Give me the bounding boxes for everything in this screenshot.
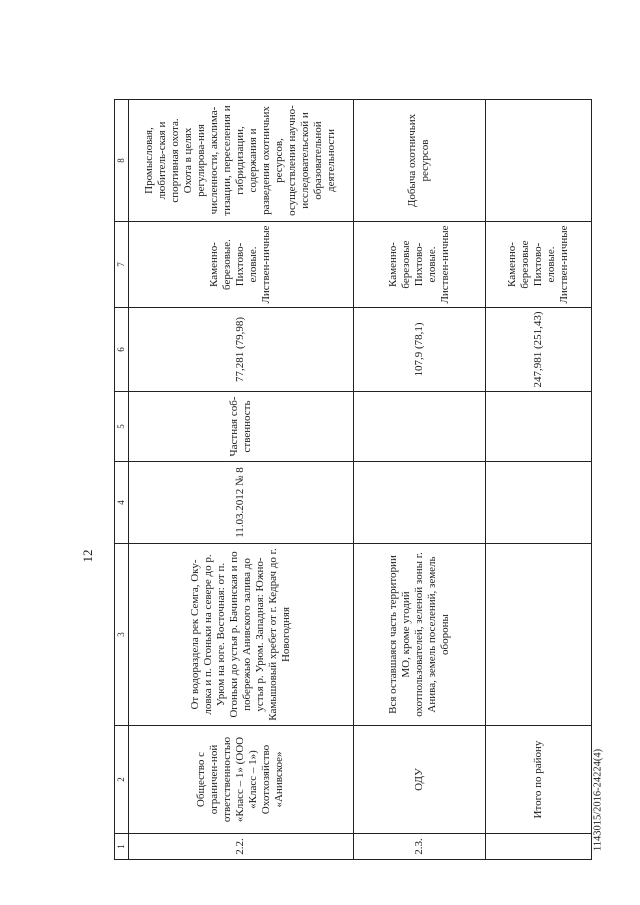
purpose-cell: Добыча охотничьих ресурсов [353, 100, 486, 222]
date-cell: 11.03.2012 № 8 [128, 462, 353, 544]
forest-cell: Каменно-березовые Пихтово-еловые. Листвен-ничные [486, 222, 592, 308]
col-number: 7 [115, 222, 129, 308]
area-cell: 77,281 (79,98) [128, 308, 353, 392]
ownership-cell: Частная соб-ственность [128, 392, 353, 462]
forest-cell: Каменно-березовые. Пихтово-еловые. Листвен-ничные [128, 222, 353, 308]
forest-cell: Каменно-березовые Пихтово-еловые. Листвен-ничные [353, 222, 486, 308]
row-number [486, 834, 592, 860]
boundaries-cell: От водораздела рек Семга, Оку-ловка и п. Огоньки на севере до р. Урюм на юге. Восточная: от п. Огоньки до устья р. Бачинская и по побережью Анивского залива до устья р. Урюм. Западная: Южно-Камышовый хребет от г. Кедрач до г. Новогодняя [128, 544, 353, 726]
row-number: 2.3. [353, 834, 486, 860]
table-row [353, 100, 486, 860]
hunting-grounds-table [114, 99, 592, 860]
ownership-cell [353, 392, 486, 462]
col-number: 5 [115, 392, 129, 462]
user-cell: Общество с ограничен-ной ответственностью «Класс – 1» (ООО «Класс – 1») Охотхозяйство «Анивское» [128, 726, 353, 834]
area-cell: 107,9 (78,1) [353, 308, 486, 392]
date-cell [353, 462, 486, 544]
footer [590, 740, 606, 860]
footer-code: 1143015/2016-24224(4) [592, 748, 604, 852]
column-number-row [115, 100, 129, 860]
table-row [486, 100, 592, 860]
col-number: 4 [115, 462, 129, 544]
col-number: 2 [115, 726, 129, 834]
table-row [128, 100, 353, 860]
row-number: 2.2. [128, 834, 353, 860]
user-cell: Итого по району [486, 726, 592, 834]
purpose-cell: Промысловая, любитель-ская и спортивная охота. Охота в целях регулирова-ния численности, акклима-тизации, переселения и гибридизации, содержания и разведения охотничьих ресурсов, осуществления научно-исследовательской и образовательной деятельности [128, 100, 353, 222]
user-cell: ОДУ [353, 726, 486, 834]
ownership-cell [486, 392, 592, 462]
purpose-cell [486, 100, 592, 222]
area-cell: 247,981 (251,43) [486, 308, 592, 392]
hunting-grounds-table-container [114, 100, 592, 860]
col-number: 3 [115, 544, 129, 726]
col-number: 6 [115, 308, 129, 392]
boundaries-cell [486, 544, 592, 726]
col-number: 8 [115, 100, 129, 222]
col-number: 1 [115, 834, 129, 860]
boundaries-cell: Вся оставшаяся часть территории МО, кроме угодий охотпользователей, зеленой зоны г. Анива, земель поселений, земель обороны [353, 544, 486, 726]
page-number: 12 [80, 549, 95, 563]
date-cell [486, 462, 592, 544]
